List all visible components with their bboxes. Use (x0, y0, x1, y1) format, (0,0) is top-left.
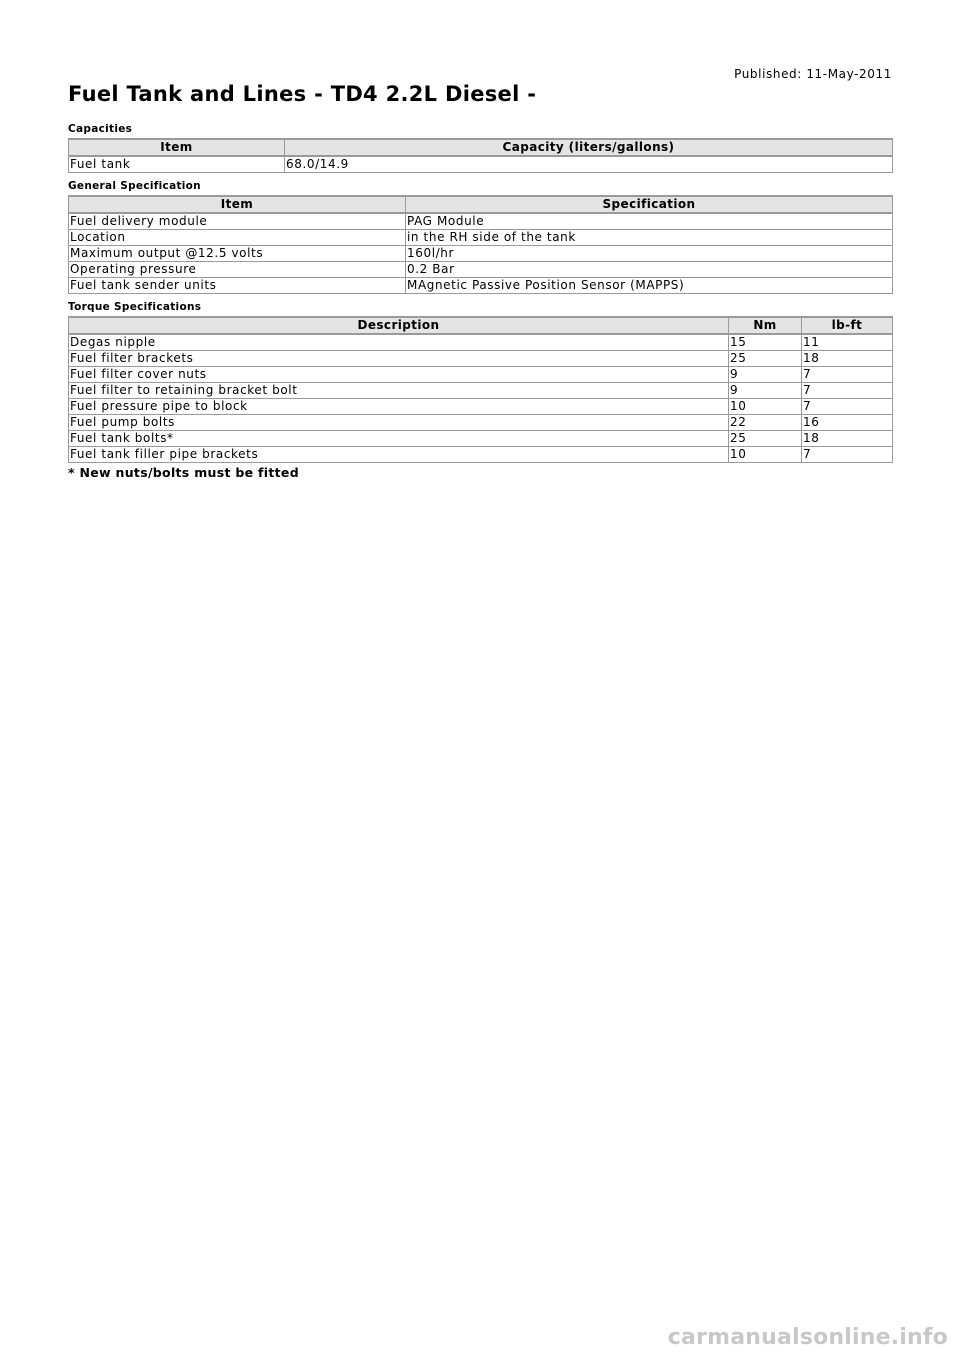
capacities-table (68, 138, 893, 173)
cell-lb-ft: 18 (802, 351, 893, 367)
column-header-description: Description (69, 317, 729, 334)
table-row (69, 367, 893, 383)
table-header-row (69, 139, 893, 156)
cell-lb-ft: 7 (802, 447, 893, 463)
cell-capacity: 68.0/14.9 (285, 156, 893, 173)
table-row (69, 262, 893, 278)
table-row (69, 278, 893, 294)
general-specification-table (68, 195, 893, 294)
cell-specification: 0.2 Bar (406, 262, 893, 278)
table-row (69, 415, 893, 431)
table-row (69, 156, 893, 173)
cell-nm: 25 (729, 431, 802, 447)
torque-specifications-table (68, 316, 893, 463)
table-row (69, 213, 893, 230)
cell-item: Location (69, 230, 406, 246)
cell-description: Degas nipple (69, 334, 729, 351)
column-header-item: Item (69, 196, 406, 213)
published-date: Published: 11-May-2011 (734, 67, 892, 81)
capacities-section (68, 123, 893, 173)
cell-nm: 15 (729, 334, 802, 351)
footnote: * New nuts/bolts must be fitted (68, 465, 299, 480)
cell-lb-ft: 7 (802, 399, 893, 415)
general-specification-section (68, 180, 893, 294)
cell-item: Maximum output @12.5 volts (69, 246, 406, 262)
cell-nm: 10 (729, 399, 802, 415)
torque-specifications-section (68, 301, 893, 480)
cell-description: Fuel tank bolts* (69, 431, 729, 447)
general-specification-title: General Specification (68, 180, 201, 192)
cell-description: Fuel pump bolts (69, 415, 729, 431)
torque-specifications-title: Torque Specifications (68, 301, 202, 313)
cell-lb-ft: 7 (802, 367, 893, 383)
cell-specification: in the RH side of the tank (406, 230, 893, 246)
table-row (69, 246, 893, 262)
column-header-lb-ft: lb-ft (802, 317, 893, 334)
cell-description: Fuel filter to retaining bracket bolt (69, 383, 729, 399)
cell-nm: 22 (729, 415, 802, 431)
table-header-row (69, 196, 893, 213)
cell-item: Fuel tank (69, 156, 285, 173)
cell-specification: 160l/hr (406, 246, 893, 262)
column-header-specification: Specification (406, 196, 893, 213)
column-header-item: Item (69, 139, 285, 156)
table-row (69, 399, 893, 415)
column-header-nm: Nm (729, 317, 802, 334)
cell-description: Fuel filter cover nuts (69, 367, 729, 383)
cell-lb-ft: 16 (802, 415, 893, 431)
cell-item: Fuel tank sender units (69, 278, 406, 294)
page-title: Fuel Tank and Lines - TD4 2.2L Diesel - (68, 82, 537, 106)
table-row (69, 447, 893, 463)
cell-item: Operating pressure (69, 262, 406, 278)
table-row (69, 334, 893, 351)
cell-lb-ft: 18 (802, 431, 893, 447)
watermark: carmanualsonline.info (667, 1325, 948, 1350)
cell-specification: MAgnetic Passive Position Sensor (MAPPS) (406, 278, 893, 294)
capacities-title: Capacities (68, 123, 133, 135)
column-header-capacity: Capacity (liters/gallons) (285, 139, 893, 156)
cell-item: Fuel delivery module (69, 213, 406, 230)
cell-nm: 10 (729, 447, 802, 463)
cell-description: Fuel pressure pipe to block (69, 399, 729, 415)
cell-nm: 9 (729, 367, 802, 383)
cell-description: Fuel tank filler pipe brackets (69, 447, 729, 463)
table-header-row (69, 317, 893, 334)
table-row (69, 230, 893, 246)
cell-specification: PAG Module (406, 213, 893, 230)
cell-nm: 25 (729, 351, 802, 367)
table-row (69, 351, 893, 367)
table-row (69, 431, 893, 447)
cell-description: Fuel filter brackets (69, 351, 729, 367)
cell-nm: 9 (729, 383, 802, 399)
cell-lb-ft: 7 (802, 383, 893, 399)
cell-lb-ft: 11 (802, 334, 893, 351)
table-row (69, 383, 893, 399)
